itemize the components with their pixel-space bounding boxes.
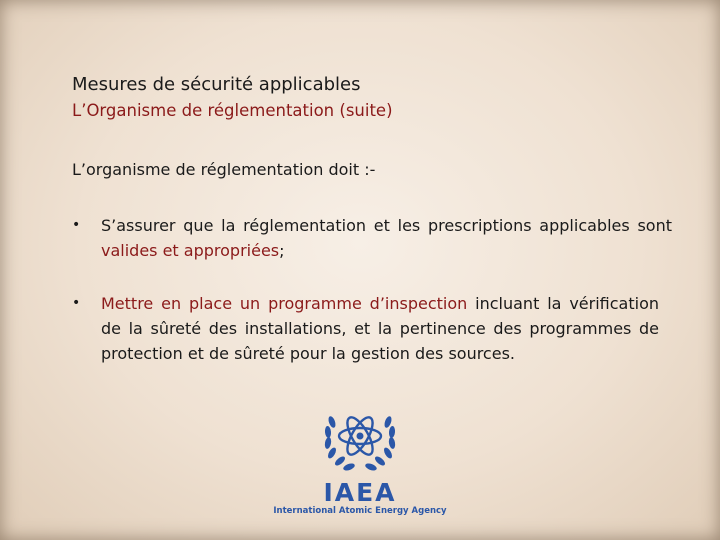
- bullet-1-highlight: valides et appropriées: [101, 241, 280, 260]
- atom-laurel-emblem-icon: [318, 400, 402, 476]
- slide-subtitle: L’Organisme de réglementation (suite): [72, 101, 393, 120]
- bullet-1-text-start: S’assurer que la réglementation et les prescriptions applicables sont: [101, 216, 672, 235]
- bullet-item-1: [72, 213, 672, 263]
- bullet-icon: •: [72, 295, 81, 311]
- bullet-1-text-end: ;: [279, 241, 285, 260]
- bullet-text-1: [101, 213, 672, 263]
- iaea-logo: [270, 400, 450, 518]
- logo-acronym: IAEA: [323, 478, 397, 507]
- intro-text: L’organisme de réglementation doit :-: [72, 160, 376, 179]
- logo-full-name: International Atomic Energy Agency: [273, 506, 447, 516]
- slide-title: Mesures de sécurité applicables: [72, 74, 361, 95]
- bullet-2-highlight: Mettre en place un programme d’inspection: [101, 294, 468, 313]
- bullet-icon: •: [72, 217, 81, 233]
- bullet-item-2: [72, 291, 659, 366]
- bullet-2-text-end: incluant la vérification de la sûreté des installations, et la pertinence des programmes de protection et de sûreté pour la gestion des sources.: [101, 294, 660, 363]
- bullet-text-2: [101, 291, 659, 366]
